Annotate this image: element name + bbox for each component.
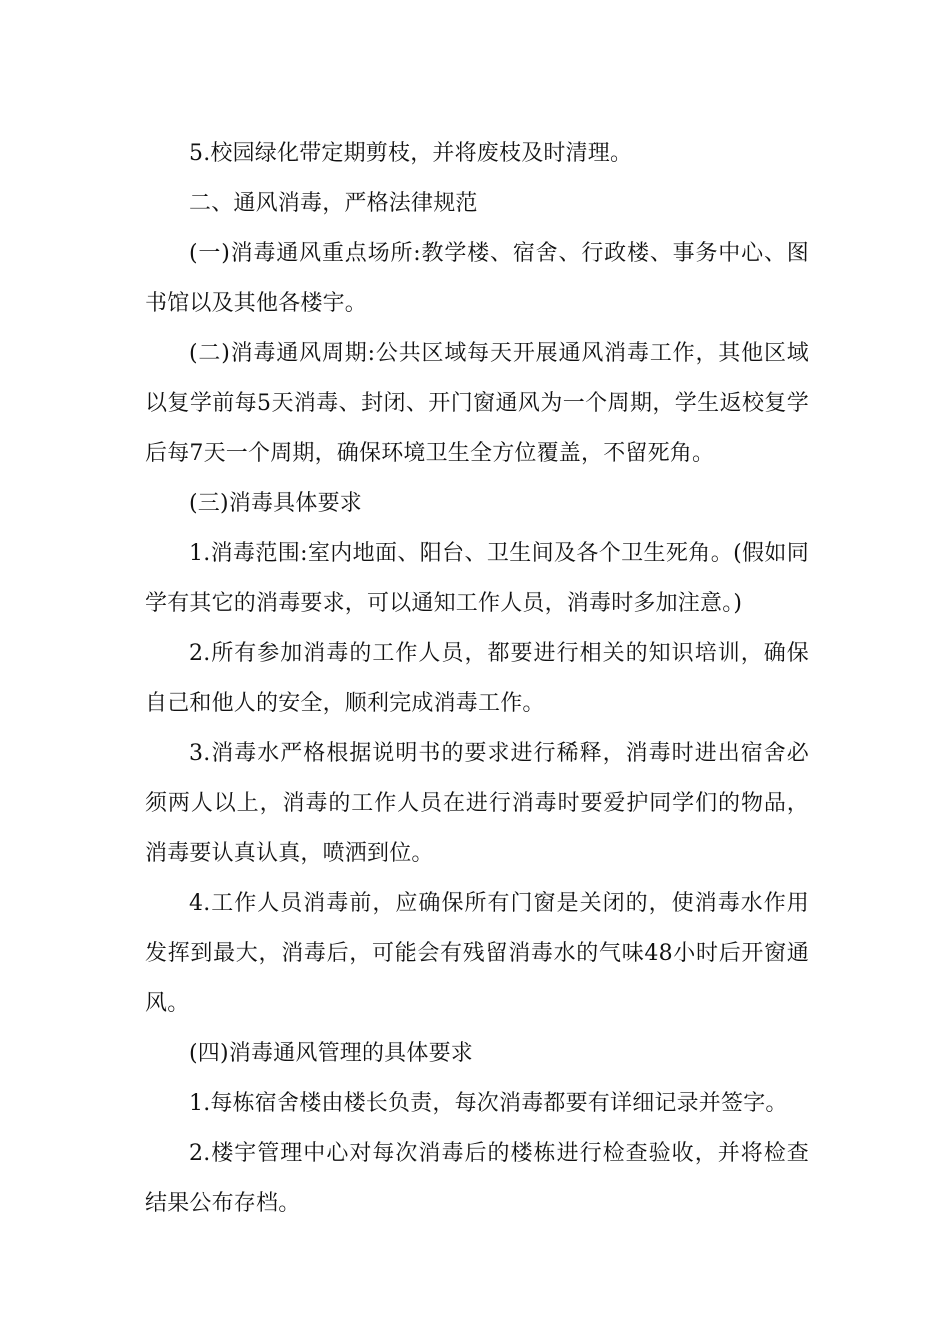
- section-heading-ventilation-disinfection: 二、通风消毒，严格法律规范: [189, 191, 478, 216]
- paragraph-requirement-1-scope: 1.消毒范围:室内地面、阳台、卫生间及各个卫生死角。(假如同学有其它的消毒要求，可以通知工作人员，消毒时多加注意。): [145, 541, 809, 616]
- paragraph-requirement-2-training: 2.所有参加消毒的工作人员，都要进行相关的知识培训，确保自己和他人的安全，顺利完成消毒工作。: [145, 641, 809, 716]
- paragraph-greening-item-5: 5.校园绿化带定期剪枝，并将废枝及时清理。: [189, 141, 633, 166]
- paragraph-key-locations: (一)消毒通风重点场所:教学楼、宿舍、行政楼、事务中心、图书馆以及其他各楼宇。: [145, 241, 809, 316]
- paragraph-disinfection-cycle: (二)消毒通风周期:公共区域每天开展通风消毒工作，其他区域以复学前每5天消毒、封闭、开门窗通风为一个周期，学生返校复学后每7天一个周期，确保环境卫生全方位覆盖，不留死角。: [145, 341, 809, 466]
- document-body: [145, 129, 809, 1229]
- paragraph-management-1-dorm-leader: 1.每栋宿舍楼由楼长负责，每次消毒都要有详细记录并签字。: [189, 1091, 788, 1116]
- subheading-specific-requirements: (三)消毒具体要求: [189, 491, 362, 516]
- paragraph-requirement-3-dilution: 3.消毒水严格根据说明书的要求进行稀释，消毒时进出宿舍必须两人以上，消毒的工作人员在进行消毒时要爱护同学们的物品，消毒要认真认真，喷洒到位。: [145, 741, 809, 866]
- paragraph-requirement-4-windows: 4.工作人员消毒前，应确保所有门窗是关闭的，使消毒水作用发挥到最大，消毒后，可能会有残留消毒水的气味48小时后开窗通风。: [145, 891, 809, 1016]
- subheading-management-requirements: (四)消毒通风管理的具体要求: [189, 1041, 473, 1066]
- paragraph-management-2-inspection: 2.楼宇管理中心对每次消毒后的楼栋进行检查验收，并将检查结果公布存档。: [145, 1141, 809, 1216]
